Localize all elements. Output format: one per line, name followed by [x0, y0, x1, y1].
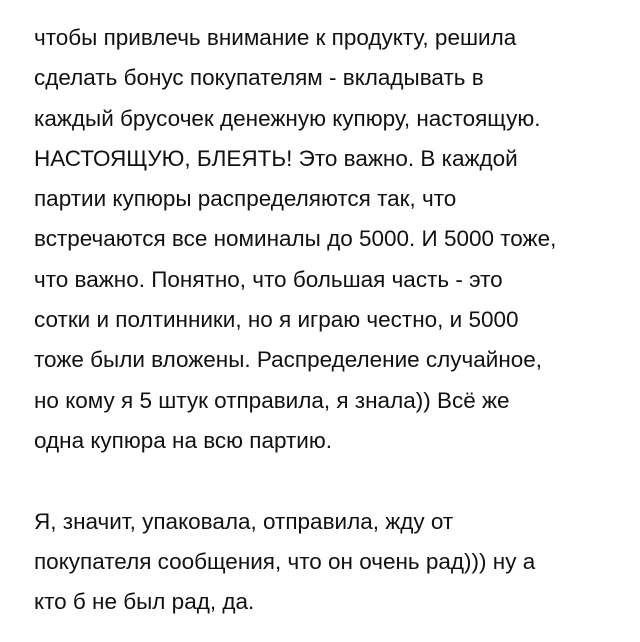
- paragraph-1: [34, 18, 628, 461]
- text-line: кто б не был рад, да.: [34, 589, 255, 615]
- text-line: покупателя сообщения, что он очень рад))) ну а: [34, 548, 536, 574]
- text-line: каждый брусочек денежную купюру, настоящую.: [34, 105, 541, 131]
- text-line: НАСТОЯЩУЮ, БЛЕЯТЬ! Это важно. В каждой: [34, 145, 518, 171]
- text-line: сотки и полтинники, но я играю честно, и 5000: [34, 307, 519, 333]
- paragraph-2: [34, 502, 628, 623]
- text-line: тоже были вложены. Распределение случайное,: [34, 347, 543, 373]
- text-line: что важно. Понятно, что большая часть - это: [34, 266, 503, 292]
- text-line: но кому я 5 штук отправила, я знала)) Всё же: [34, 387, 510, 413]
- text-line: партии купюры распределяются так, что: [34, 186, 457, 212]
- paragraph-gap: [34, 461, 628, 501]
- text-line: чтобы привлечь внимание к продукту, решила: [34, 25, 517, 50]
- text-line: сделать бонус покупателям - вкладывать в: [34, 65, 484, 91]
- text-line: одна купюра на всю партию.: [34, 427, 333, 453]
- text-line: встречаются все номиналы до 5000. И 5000 тоже,: [34, 226, 557, 252]
- text-line: Я, значит, упаковала, отправила, жду от: [34, 508, 454, 534]
